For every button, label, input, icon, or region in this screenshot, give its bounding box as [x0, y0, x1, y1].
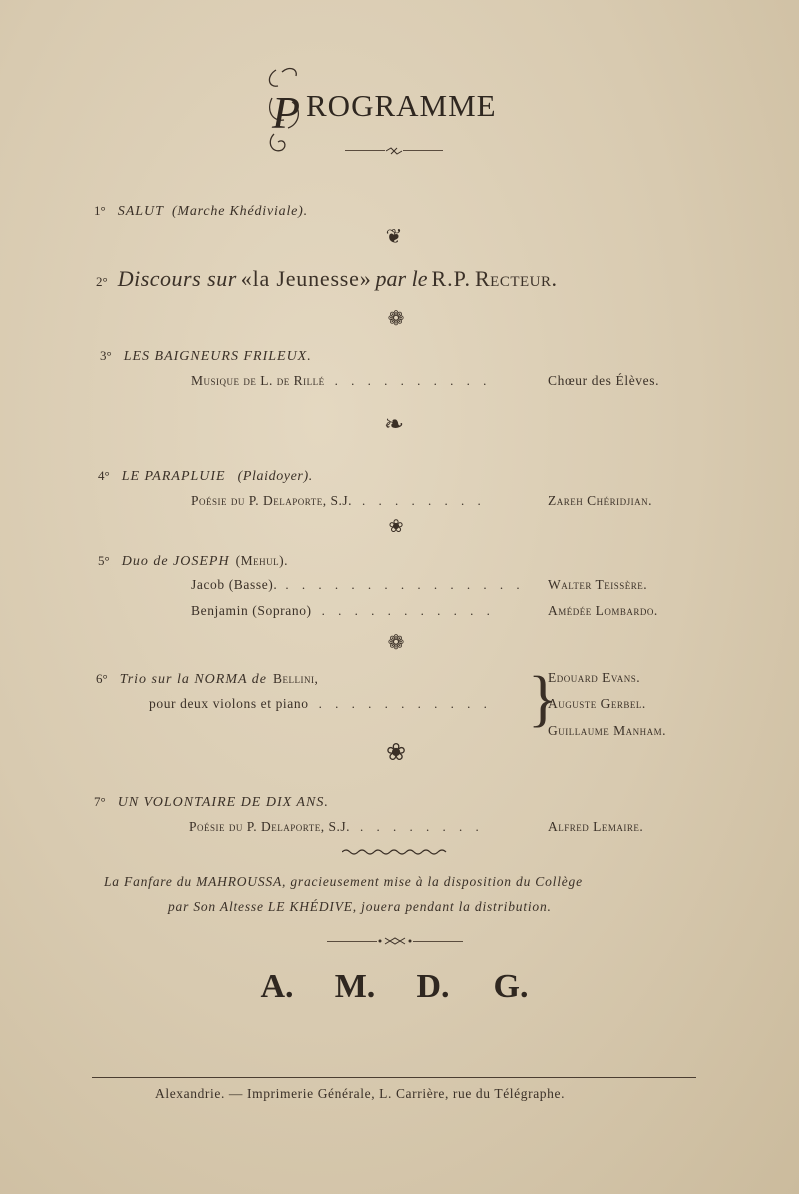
item-4-line	[191, 493, 486, 509]
item-number: 6°	[96, 671, 108, 686]
item-4	[98, 467, 313, 485]
ornate-initial-icon	[262, 62, 308, 162]
fanfare-line-2: par Son Altesse LE KHÉDIVE, jouera pendant la distribution.	[168, 899, 552, 914]
item-7-line	[189, 819, 484, 835]
performer: Auguste Gerbel.	[548, 696, 646, 711]
item-number: 4°	[98, 468, 110, 483]
title-rule-ornament	[345, 146, 443, 156]
item-number: 5°	[98, 553, 110, 568]
credit-right: Chœur des Élèves.	[548, 373, 660, 388]
item-number: 2°	[96, 274, 108, 289]
credit-left: Jacob (Basse).	[191, 577, 278, 592]
item-1	[94, 202, 308, 220]
thistle-icon: ❀	[385, 740, 407, 766]
item-5-line-1	[191, 577, 525, 593]
title-rest: ROGRAMME	[306, 88, 497, 123]
knot-icon: ❀	[388, 516, 404, 536]
amdg-monogram	[240, 968, 548, 1006]
item-subtitle: (Mehul).	[235, 553, 288, 568]
item-5-line-2	[191, 603, 495, 619]
credit-left: Poésie du P. Delaporte, S.J.	[191, 493, 352, 508]
item-3	[100, 347, 312, 365]
item-7	[94, 793, 329, 811]
item-title: Trio sur la NORMA de	[119, 672, 268, 687]
item-composer: Bellini,	[273, 671, 319, 686]
item-2	[96, 266, 558, 292]
item-title: LES BAIGNEURS FRILEUX.	[123, 349, 312, 364]
item-6	[96, 670, 318, 688]
item-5	[98, 552, 288, 570]
item-number: 1°	[94, 203, 106, 218]
item-title: SALUT	[117, 204, 164, 219]
credit-right: Walter Teissère.	[548, 577, 648, 592]
fanfare-rule-ornament	[327, 936, 463, 946]
performer: Guillaume Manham.	[548, 723, 666, 738]
item-number: 3°	[100, 348, 112, 363]
credit-right: Zareh Chéridjian.	[548, 493, 652, 508]
leader-dots: . . . . . . . . . . .	[321, 603, 495, 618]
amdg-letter: D.	[416, 968, 450, 1005]
amdg-letter: M.	[334, 968, 376, 1005]
flower-icon: ❁	[387, 308, 405, 330]
footer-rule	[92, 1077, 696, 1078]
brace: }	[528, 665, 558, 733]
flower-icon: ❁	[387, 632, 405, 654]
item-subtitle: (Marche Khédiviale).	[171, 204, 308, 219]
discours-rp: R.P.	[431, 266, 471, 291]
discours-subject: «la Jeunesse»	[240, 266, 372, 291]
credit-left: pour deux violons et piano	[149, 696, 309, 711]
svg-text:P: P	[272, 87, 301, 138]
amdg-letter: G.	[493, 968, 529, 1005]
discours-par: par le	[375, 266, 428, 291]
leader-dots: . . . . . . . . . . .	[318, 696, 492, 711]
credit-left: Benjamin (Soprano)	[191, 603, 312, 618]
item-number: 7°	[94, 794, 106, 809]
vine-icon: ❧	[383, 412, 405, 438]
item-subtitle: (Plaidoyer).	[237, 469, 313, 484]
item-6-line	[149, 696, 492, 712]
fleuron-icon: ❦	[385, 226, 403, 248]
discours-recteur: Recteur.	[474, 266, 558, 291]
fanfare-line-1: La Fanfare du MAHROUSSA, gracieusement mise à la disposition du Collège	[104, 874, 583, 889]
knot-icon	[377, 936, 413, 946]
knot-icon	[385, 146, 403, 156]
credit-left: Poésie du P. Delaporte, S.J.	[189, 819, 350, 834]
item-title: Duo de JOSEPH	[121, 554, 230, 569]
item-title: UN VOLONTAIRE DE DIX ANS.	[117, 795, 329, 810]
printer-footer: Alexandrie. — Imprimerie Générale, L. Carrière, rue du Télégraphe.	[155, 1086, 566, 1101]
amdg-letter: A.	[260, 968, 294, 1005]
credit-left: Musique de L. de Rillé	[191, 373, 325, 388]
item-3-line	[191, 373, 491, 389]
leader-dots: . . . . . . . .	[359, 819, 484, 834]
leader-dots: . . . . . . . . . .	[334, 373, 492, 388]
leader-dots: . . . . . . . .	[361, 493, 486, 508]
leader-dots: . . . . . . . . . . . . . . .	[285, 577, 525, 592]
item-title: LE PARAPLUIE	[121, 469, 226, 484]
discours-label: Discours sur	[117, 266, 237, 291]
credit-right: Amédée Lombardo.	[548, 603, 658, 618]
wave-rule-icon	[342, 848, 450, 856]
credit-right: Alfred Lemaire.	[548, 819, 644, 834]
performer: Edouard Evans.	[548, 670, 641, 685]
